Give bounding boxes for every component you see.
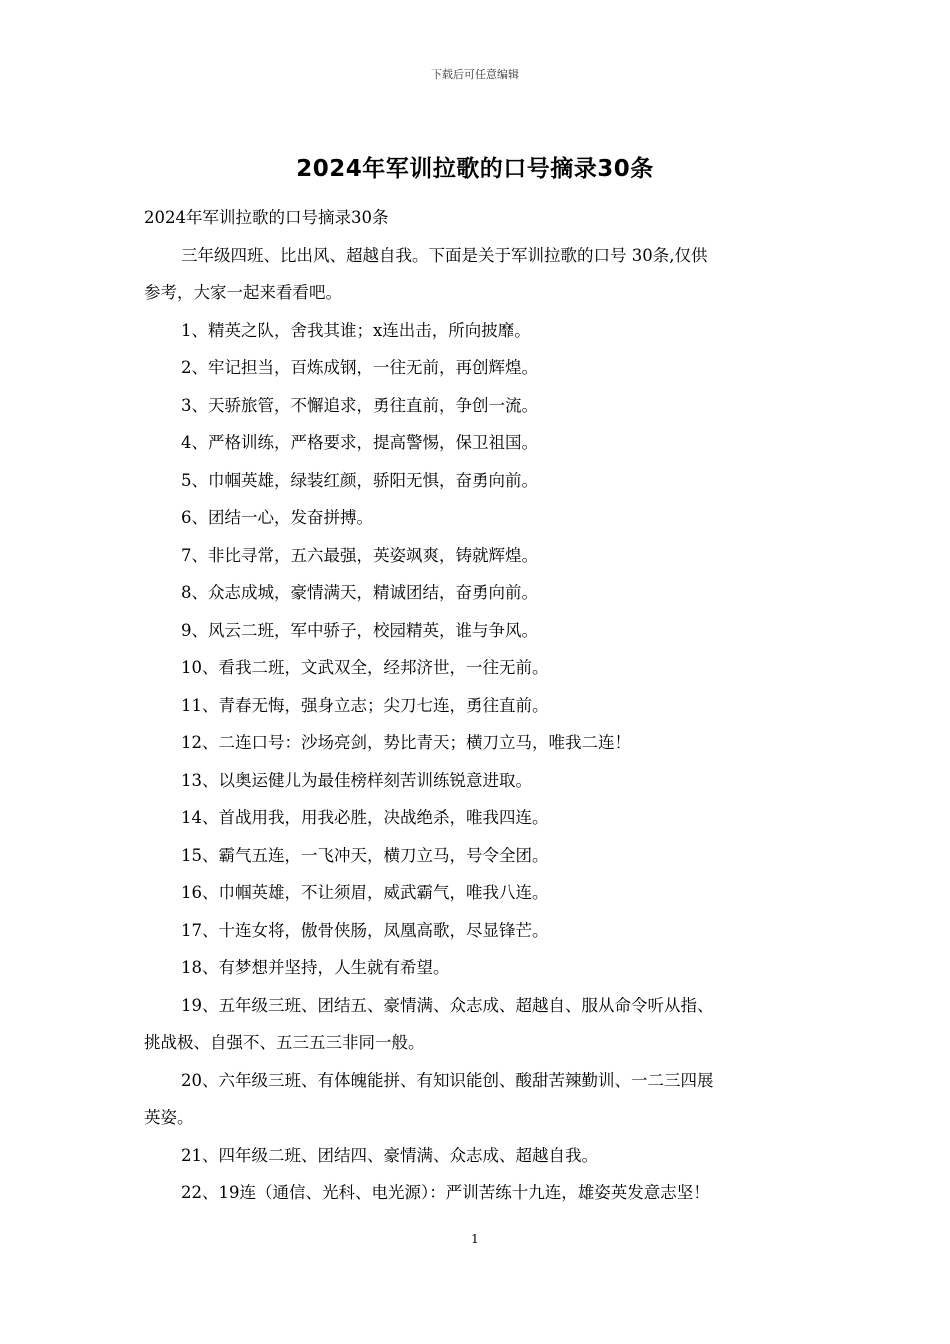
page-header: 下载后可任意编辑 [431, 68, 519, 81]
slogan-item-20-line-2: 英姿。 [144, 1108, 194, 1127]
slogan-item-19-line-2: 挑战极、自强不、五三五三非同一般。 [144, 1033, 425, 1052]
slogan-item: 6、团结一心，发奋拼搏。 [181, 508, 373, 527]
slogan-item: 15、霸气五连，一飞冲天，横刀立马，号令全团。 [181, 845, 549, 865]
intro-line-1: 三年级四班、比出风、超越自我。下面是关于军训拉歌的口号 30条,仅供 [181, 245, 708, 265]
slogan-item: 8、众志成城，豪情满天，精诚团结，奋勇向前。 [181, 583, 538, 602]
slogan-item-22: 22、19连（通信、光科、电光源）：严训苦练十九连，雄姿英发意志坚！ [181, 1183, 710, 1202]
document-title: 2024年军训拉歌的口号摘录30条 [296, 156, 654, 182]
document-body [144, 199, 810, 1212]
slogan-item: 3、天骄旅管，不懈追求，勇往直前，争创一流。 [181, 395, 538, 415]
slogan-item-20-line-1: 20、六年级三班、有体魄能拼、有知识能创、酸甜苦辣勤训、一二三四展 [181, 1070, 714, 1090]
slogan-item-19-line-1: 19、五年级三班、团结五、豪情满、众志成、超越自、服从命令听从指、 [181, 995, 714, 1015]
slogan-item: 12、二连口号：沙场亮剑，势比青天；横刀立马，唯我二连！ [181, 733, 631, 752]
slogan-item: 7、非比寻常，五六最强，英姿飒爽，铸就辉煌。 [181, 545, 538, 565]
slogan-item: 10、看我二班，文武双全，经邦济世，一往无前。 [181, 658, 549, 677]
slogan-item-21: 21、四年级二班、团结四、豪情满、众志成、超越自我。 [181, 1145, 598, 1165]
slogan-item: 2、牢记担当，百炼成钢，一往无前，再创辉煌。 [181, 358, 538, 377]
slogan-item: 9、风云二班，军中骄子，校园精英，谁与争风。 [181, 620, 538, 640]
intro-line-2: 参考，大家一起来看看吧。 [144, 283, 342, 302]
slogan-item: 4、严格训练，严格要求，提高警惕，保卫祖国。 [181, 433, 538, 452]
slogan-item: 11、青春无悔，强身立志；尖刀七连，勇往直前。 [181, 695, 549, 715]
subtitle-line: 2024年军训拉歌的口号摘录30条 [144, 208, 389, 227]
slogan-item: 14、首战用我，用我必胜，决战绝杀，唯我四连。 [181, 808, 549, 827]
slogan-item: 18、有梦想并坚持，人生就有希望。 [181, 958, 450, 977]
page-number: 1 [471, 1232, 479, 1246]
slogan-item: 13、以奥运健儿为最佳榜样刻苦训练锐意进取。 [181, 770, 532, 790]
slogan-item: 5、巾帼英雄，绿装红颜，骄阳无惧，奋勇向前。 [181, 470, 538, 490]
slogan-item: 1、精英之队，舍我其谁；x连出击，所向披靡。 [181, 320, 531, 340]
slogan-item: 17、十连女将，傲骨侠肠，凤凰高歌，尽显锋芒。 [181, 920, 549, 940]
slogan-item: 16、巾帼英雄，不让须眉，威武霸气，唯我八连。 [181, 883, 549, 902]
